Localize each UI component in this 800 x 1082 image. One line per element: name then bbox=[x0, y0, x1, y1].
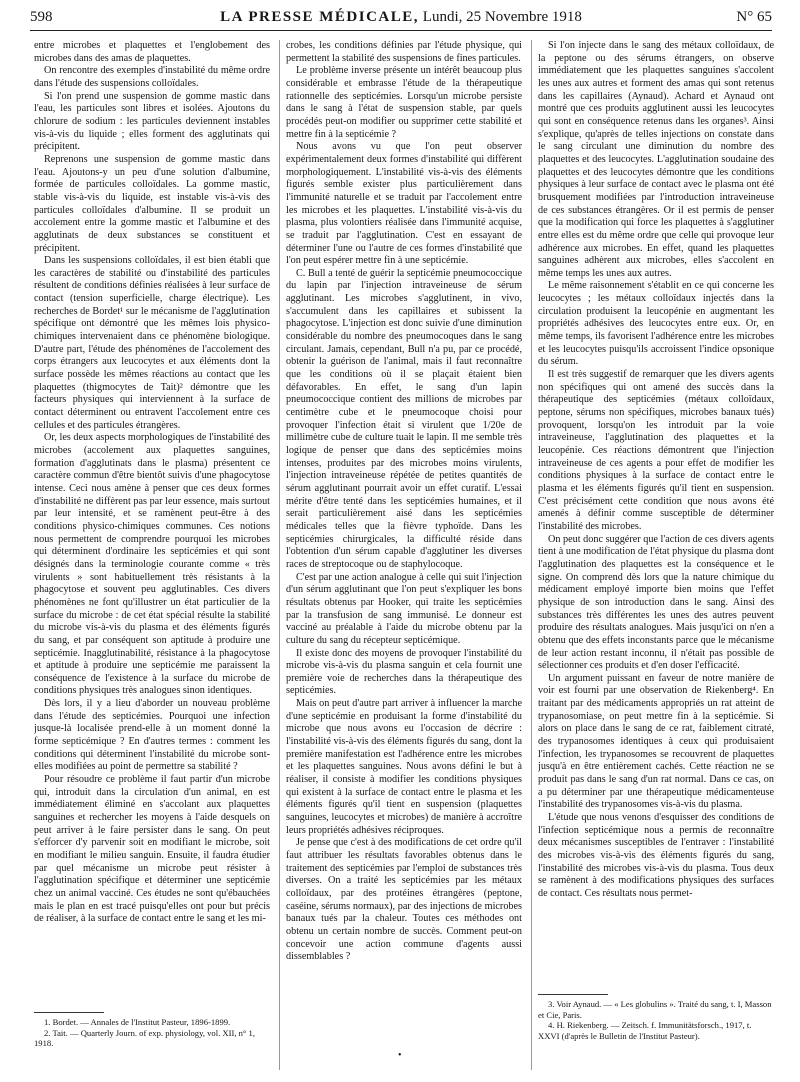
paragraph: Dans les suspensions colloïdales, il est bien établi que les caractères de stabilité ou d'instabilité des particules résultent de conditions définies réalisées à leur surface de contact (tension superficielle, charge électrique). Les recherches de Bordet¹ sur le mécanisme de l'agglutination spécifique ont démontré que les mêmes lois physico-chimiques intervenaient dans ce phénomène biologique. D'autre part, l'étude des phénomènes de l'accolement des corps étrangers aux leucocytes et aux éléments dont la surface possède les mêmes réactions au contact que les plaquettes (thigmocytes de Tait)² démontre que les facteurs physiques qui interviennent à la surface de contact déterminent ou entravent l'accolement entre ces cellules et des particules étrangères. bbox=[34, 255, 270, 431]
paragraph: Je pense que c'est à des modifications de cet ordre qu'il faut attribuer les résultats favorables obtenus dans le traitement des septicémies par l'emploi de substances très diverses. On a traité les septicémies par les métaux colloïdaux, par des protéines étrangères (peptone, caséine, sérums normaux), par des injections de microbes banaux tués par la chaleur. Toutes ces méthodes ont obtenu un certain nombre de succès. Comment peut-on concevoir une action commune d'agents aussi dissemblables ? bbox=[286, 837, 522, 963]
footnote: 4. H. Riekenberg. — Zeitsch. f. Immunitätsforsch., 1917, t. XXVI (d'après le Bulletin de l'Institut Pasteur). bbox=[538, 1020, 752, 1041]
paragraph: L'étude que nous venons d'esquisser des conditions de l'infection septicémique nous a permis de reconnaître deux mécanismes susceptibles de l'entraver : l'instabilité des microbes vis-à-vis des éléments figurés du sang, l'instabilité des microbes vis-à-vis du plasma. Tous deux se ramènent à des modifications physiques des surfaces de contact. Ces résultats nous permet- bbox=[538, 812, 774, 899]
paragraph: Il existe donc des moyens de provoquer l'instabilité du microbe vis-à-vis du plasma sanguin et cela fournit une première voie de recherches dans la thérapeutique des septicémies. bbox=[286, 647, 522, 697]
footnote-rule bbox=[538, 994, 608, 995]
column-body bbox=[538, 40, 774, 990]
page-header bbox=[30, 8, 772, 31]
issue-date: Lundi, 25 Novembre 1918 bbox=[422, 9, 582, 25]
paragraph: Mais on peut d'autre part arriver à influencer la marche d'une septicémie en produisant la forme d'instabilité du microbe que nous avons eu l'occasion de décrire : l'instabilité vis-à-vis des éléments figurés du sang, dont la première manifestation est l'adhérence entre les microbes et les plaquettes sanguines. Nous avons défini le but à réaliser, il consiste à modifier les conditions physiques qui existent à la surface de contact entre le plasma et les éléments figurés qu'il tient en suspension (plaquettes sanguines, leucocytes et microbes) de manière à accroître leurs propriétés adhésives réciproques. bbox=[286, 698, 522, 836]
paragraph: On rencontre des exemples d'instabilité du même ordre dans l'étude des suspensions colloïdales. bbox=[34, 65, 270, 89]
column-divider bbox=[531, 40, 532, 1070]
column-body bbox=[34, 40, 270, 1008]
paragraph: C'est par une action analogue à celle qui suit l'injection d'un sérum agglutinant que l'on peut s'expliquer les bons résultats obtenus par Hooker, qui traite les septicémies par la transfusion de sang immunisé. Le donneur est vacciné au préalable à l'aide du microbe obtenu par la culture du sang du récepteur septicémique. bbox=[286, 571, 522, 646]
issue-number: N° 65 bbox=[736, 9, 772, 25]
paragraph: Dès lors, il y a lieu d'aborder un nouveau problème dans l'étude des septicémies. Pourquoi une infection jusque-là localisée prend-elle à un moment donné la forme septicémique ? En d'autres termes : comment les conditions qui déterminent l'instabilité du microbe sont-elles modifiées au point de permettre sa stabilité ? bbox=[34, 698, 270, 773]
paragraph: On peut donc suggérer que l'action de ces divers agents tient à une modification de l'état physique du plasma dont l'agglutination des plaquettes est la conséquence et le signe. On comprend dès lors que la nature chimique du médicament employé importe bien moins que l'effet physique de son introduction dans le sang. Ainsi des substances très différentes les unes des autres peuvent produire des résultats analogues. Mais jusqu'ici on n'en a obtenu que des effets inconstants parce que le mécanisme de leur action restant inconnu, il n'était pas possible de sélectionner ces produits et d'en doser l'efficacité. bbox=[538, 533, 774, 672]
paragraph: Nous avons vu que l'on peut observer expérimentalement deux formes d'instabilité qui diffèrent morphologiquement. L'instabilité vis-à-vis des éléments figurés semble exister plus particulièrement dans l'immunité naturelle et se traduit par l'accolement entre les microbes et les plaquettes. L'instabilité vis-à-vis du plasma, plus volontiers réalisée dans l'immunité acquise, se traduit par l'agglutination. C'est en essayant de déterminer l'une ou l'autre de ces formes d'instabilité que l'on peut espérer mettre fin à une septicémie. bbox=[286, 141, 522, 267]
column-body bbox=[286, 40, 522, 1042]
text-column-3 bbox=[538, 40, 774, 1070]
paragraph: C. Bull a tenté de guérir la septicémie pneumococcique du lapin par l'injection intraveineuse de sérum agglutinant. Les microbes s'agglutinent, in vivo, s'accumulent dans les capillaires et subissent la phagocytose. L'injection est donc suivie d'une diminution considérable du nombre des pneumocoques dans le sang circulant. Jamais, cependant, Bull n'a pu, par ce procédé, obtenir la guérison de l'animal, mais il faut reconnaître que les conditions où il se plaçait étaient bien défavorables. En effet, le sang d'un lapin pneumococcique contient des millions de microbes par centimètre cube et le pneumocoque choisi pour provoquer l'infection était si virulent que 1/20e de millimètre cube de culture tuait le lapin. Il me semble très logique de penser que dans des septicémies moins intenses, produites par des microbes moins virulents, l'injection intraveineuse répétée de petites quantités de sérum agglutinant pourrait avoir un effet curatif. L'essai mérite d'être tenté dans les septicémies humaines, et il serait particulièrement aisé dans les septicémies médicales telles que la fièvre typhoïde. Dans les septicémies chirurgicales, la difficulté réside dans l'obtention d'un sérum capable d'agglutiner les diverses races de streptocoque ou de staphylocoque. bbox=[286, 267, 522, 570]
paragraph: crobes, les conditions définies par l'étude physique, qui permettent la stabilité des suspensions de fines particules. bbox=[286, 40, 522, 64]
paragraph: entre microbes et plaquettes et l'englobement des microbes dans des amas de plaquettes. bbox=[34, 40, 270, 64]
paragraph: Il est très suggestif de remarquer que les divers agents non spécifiques qui ont amené des succès dans la thérapeutique des septicémies (métaux colloïdaux, peptone, sérums non spécifiques, microbes banaux tués) provoquent, lorsqu'on les introduit par la voie intraveineuse, l'agglutination des plaquettes et la leucopénie. Ces réactions démontrent que l'injection intraveineuse de ces agents a pour effet de modifier les conditions physiques à la surface de contact entre le plasma et les éléments figurés qu'il tient en suspension. C'est précisément cette condition que nous avons été amenés à définir comme susceptible de déterminer l'instabilité des microbes. bbox=[538, 369, 774, 532]
footnote: 2. Tait. — Quarterly Journ. of exp. physiology, vol. XII, n° 1, 1918. bbox=[34, 1027, 255, 1048]
paragraph: Le même raisonnement s'établit en ce qui concerne les leucocytes ; les métaux colloïdaux injectés dans la circulation produisent la leucopénie en augmentant les propriétés adhésives des leucocytes entre eux. Or, en même temps, ils favorisent l'adhérence entre les microbes et les leucocytes puisqu'ils accroissent l'indice opsonique du sérum. bbox=[538, 280, 774, 368]
paragraph: Un argument puissant en faveur de notre manière de voir est fourni par une observation de Riekenberg⁴. En traitant par des médicaments appropriés un rat atteint de trypanosomiase, on peut mettre fin à la septicémie. Si alors on place dans le sang de ce rat, faiblement citraté, des trypanosomes identiques à ceux qui produisaient l'infection, les trypanosomes se recouvrent de plaquettes jusqu'à en être entièrement cachés. Cette réaction ne se produit pas dans le sang d'un rat normal. Dans ce cas, on a pu déterminer par une thérapeutique médicamenteuse l'instabilité des trypanosomes vis-à-vis du plasma. bbox=[538, 672, 774, 811]
paragraph: Pour résoudre ce problème il faut partir d'un microbe qui, introduit dans la circulation d'un animal, en est immédiatement éliminé en s'accolant aux plaquettes sanguines et rechercher les moyens à l'aide desquels on peut arriver à le faire persister dans le sang. On peut s'efforcer d'y parvenir soit en modifiant le microbe, soit en modifiant le milieu sanguin. Ensuite, il faudra étudier par quel mécanisme un microbe peut résister à l'agglutination spécifique et déterminer une septicémie chez un animal vacciné. Ces études ne sont qu'ébauchées mais le plan en est tracé puisqu'elles ont pour but précis de réaliser, à la surface de contact entre le sang et les mi- bbox=[34, 774, 270, 925]
paragraph: Or, les deux aspects morphologiques de l'instabilité des microbes (accolement aux plaquettes sanguines, formation d'agglutinats dans le plasma) présentent ce caractère commun d'être bientôt suivis d'une phagocytose intense. Ceci nous amène à penser que ces deux formes d'instabilité ne diffèrent pas par leur essence, mais surtout par leur intensité, et se ramènent peut-être à des conditions physico-chimiques communes. Ces notions nous permettent de comprendre pourquoi les microbes qui déterminent d'ordinaire les septicémies et qui sont désignés dans la terminologie courante comme « très virulents » sont habituellement très résistants à la phagocytose et souvent peu agglutinables. Ces divers phénomènes ne font qu'illustrer un état particulier de la surface du microbe : de cet état spécial résulte la stabilité du microbe vis-à-vis du plasma et des éléments figurés du sang, et par conséquent son aptitude à produire une septicémie. Inagglutinabilité, résistance à la phagocytose et aptitude à produire une septicémie me paraissent la conséquence de l'existence à la surface du microbe de conditions physiques très analogues sinon identiques. bbox=[34, 432, 270, 697]
footnote: 3. Voir Aynaud. — « Les globulins ». Traité du sang, t. I, Masson et Cie, Paris. bbox=[538, 999, 772, 1020]
paragraph: Le problème inverse présente un intérêt beaucoup plus considérable et embrasse l'étude de la thérapeutique rationnelle des septicémies. Lorsqu'un microbe persiste dans le sang à l'état de suspension stable, par quels procédés peut-on modifier ou supprimer cette stabilité et mettre fin à la septicémie ? bbox=[286, 65, 522, 140]
paragraph: Si l'on injecte dans le sang des métaux colloïdaux, de la peptone ou des sérums étrangers, on observe immédiatement que les plaquettes sanguines s'accolent les unes aux autres et forment des amas qui sont retenus dans les capillaires (Aynaud). Achard et Aynaud ont montré que ces produits agglutinent aussi les leucocytes qui sont en conséquence retenus dans les organes³. Ainsi s'explique, qu'après de telles injections on constate dans le sang circulant une diminution du nombre des plaquettes et des leucocytes. L'agglutination soudaine des plaquettes et des leucocytes démontre que les conditions physiques à leur surface de contact avec le plasma ont été brusquement modifiées par l'introduction intraveineuse de ces substances étrangères. Or il est permis de penser que la modification qui force les plaquettes à s'agglutiner entre elles est du même ordre que celle qui provoque leur adhérence aux microbes. En effet, quand les plaquettes sanguines adhèrent aux microbes, elles s'accolent en même temps les unes aux autres. bbox=[538, 40, 774, 279]
paragraph: Si l'on prend une suspension de gomme mastic dans l'eau, les particules sont libres et isolées. Ajoutons du chlorure de sodium : les particules deviennent instables vis-à-vis du liquide ; elles forment des agglutinats qui précipitent. bbox=[34, 90, 270, 153]
text-column-1 bbox=[34, 40, 270, 1070]
page-number: 598 bbox=[30, 9, 53, 25]
running-title bbox=[30, 9, 772, 26]
footnote-rule bbox=[34, 1012, 104, 1013]
journal-name: LA PRESSE MÉDICALE, bbox=[220, 9, 420, 25]
column-divider bbox=[279, 40, 280, 1070]
page-mark: • bbox=[398, 1050, 402, 1061]
text-column-2 bbox=[286, 40, 522, 1070]
footnote: 1. Bordet. — Annales de l'Institut Pasteur, 1896-1899. bbox=[44, 1017, 231, 1027]
paragraph: Reprenons une suspension de gomme mastic dans l'eau. Ajoutons-y un peu d'une solution d'albumine, formée de particules colloïdales. La gomme mastic, stable vis-à-vis du liquide, est instable vis-à-vis des particules colloïdales d'albumine. Il se produit un accolement entre la gomme mastic et l'albumine et des agglutinats de deux substances se constituent et précipitent. bbox=[34, 153, 270, 254]
